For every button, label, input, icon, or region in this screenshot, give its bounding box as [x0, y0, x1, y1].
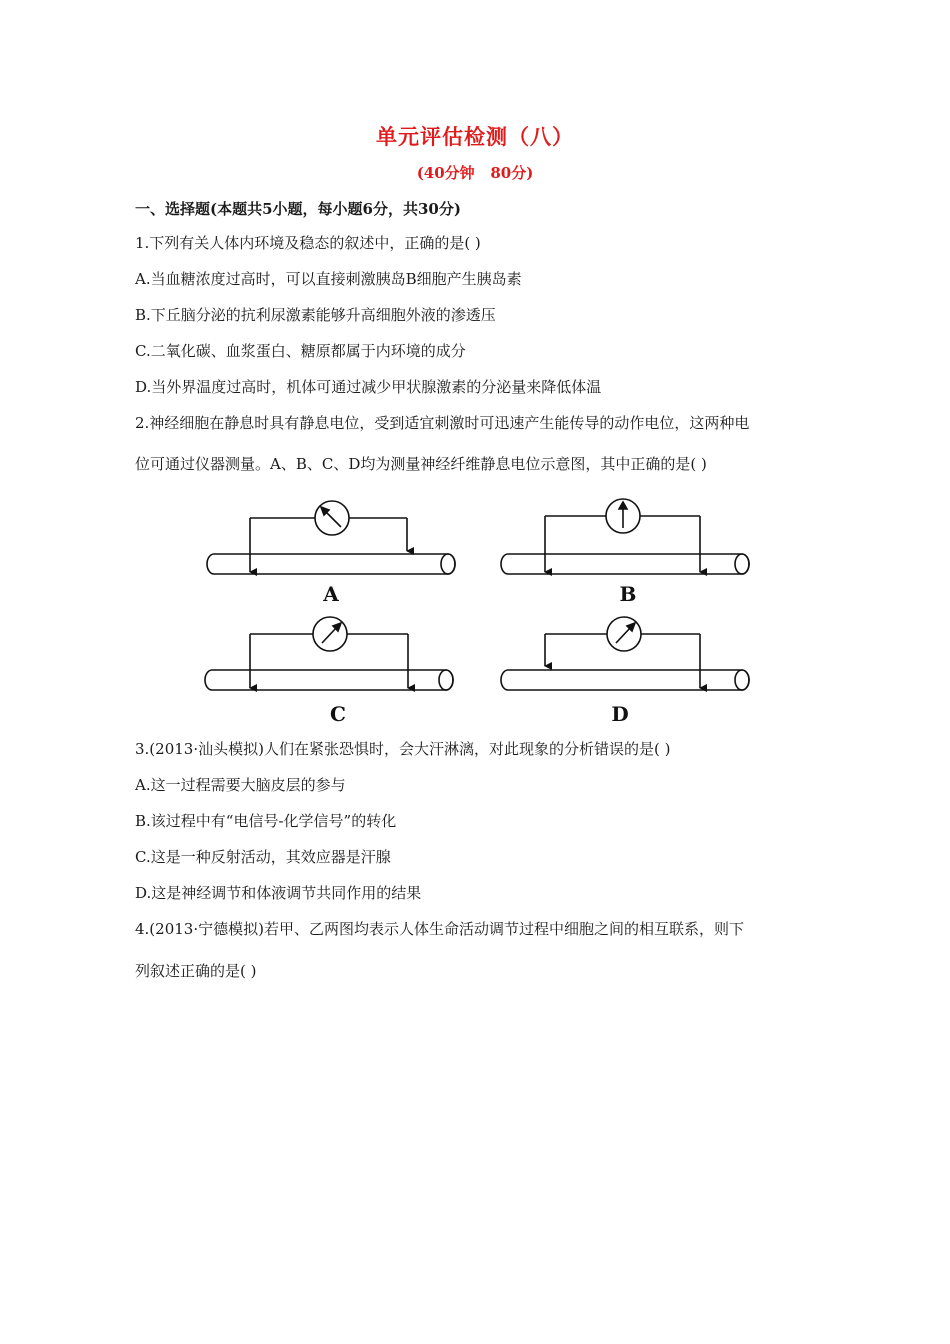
- question-3-option-a: A.这一过程需要大脑皮层的参与: [135, 776, 346, 794]
- question-3-stem: 3.(2013·汕头模拟)人们在紧张恐惧时，会大汗淋漓，对此现象的分析错误的是( ): [135, 740, 671, 758]
- figure-label-c: C: [330, 702, 346, 726]
- page-subtitle: (40分钟 80分): [416, 164, 534, 182]
- nerve-fiber-figure: [200, 494, 760, 726]
- figure-label-d: D: [611, 702, 629, 726]
- question-3-option-d: D.这是神经调节和体液调节共同作用的结果: [135, 884, 422, 902]
- question-1-option-a: A.当血糖浓度过高时，可以直接刺激胰岛B细胞产生胰岛素: [135, 270, 522, 288]
- question-1-option-c: C.二氧化碳、血浆蛋白、糖原都属于内环境的成分: [135, 342, 466, 360]
- figure-label-a: A: [323, 582, 339, 606]
- figure-label-b: B: [619, 582, 637, 606]
- page-title: 单元评估检测（八）: [376, 124, 574, 149]
- panel-b-diagram: [501, 499, 749, 574]
- question-3-option-c: C.这是一种反射活动，其效应器是汗腺: [135, 848, 391, 866]
- question-3-option-b: B.该过程中有“电信号-化学信号”的转化: [135, 812, 397, 830]
- section-heading: 一、选择题(本题共5小题，每小题6分，共30分): [135, 200, 461, 218]
- question-1-option-d: D.当外界温度过高时，机体可通过减少甲状腺激素的分泌量来降低体温: [135, 378, 602, 396]
- panel-d-diagram: [501, 617, 749, 690]
- panel-a-diagram: [207, 501, 455, 574]
- question-1-stem: 1.下列有关人体内环境及稳态的叙述中，正确的是( ): [135, 234, 481, 252]
- question-4-stem-line-2: 列叙述正确的是( ): [135, 962, 257, 980]
- question-2-stem-line-2: 位可通过仪器测量。A、B、C、D均为测量神经纤维静息电位示意图，其中正确的是( ): [135, 455, 707, 473]
- question-2-stem-line-1: 2.神经细胞在静息时具有静息电位，受到适宜刺激时可迅速产生能传导的动作电位，这两种电: [135, 414, 750, 432]
- question-1-option-b: B.下丘脑分泌的抗利尿激素能够升高细胞外液的渗透压: [135, 306, 496, 324]
- panel-c-diagram: [205, 617, 453, 690]
- question-4-stem-line-1: 4.(2013·宁德模拟)若甲、乙两图均表示人体生命活动调节过程中细胞之间的相互联系，则下: [135, 920, 744, 938]
